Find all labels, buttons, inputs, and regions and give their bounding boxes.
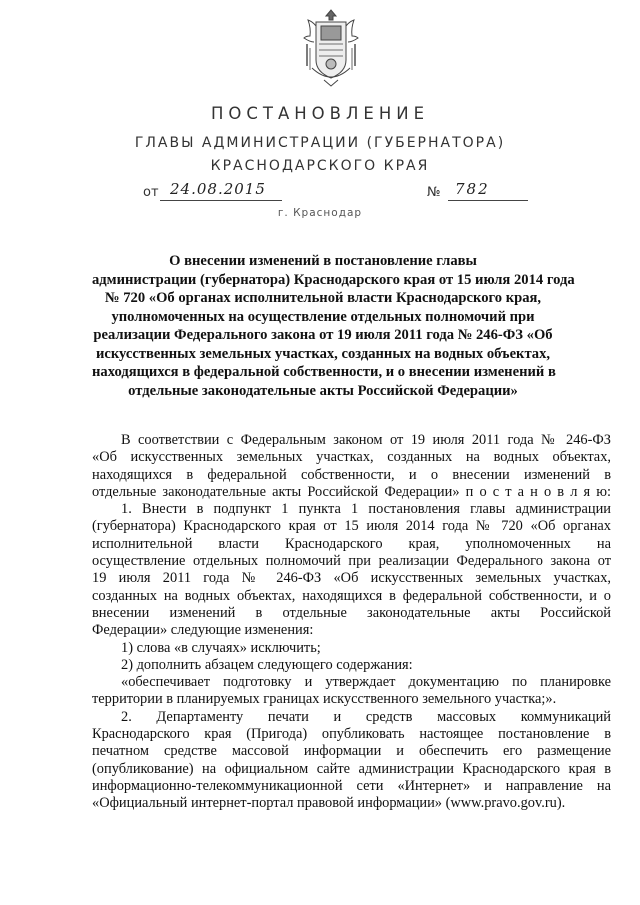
clause-2-line: Краснодарского края (Пригода) опубликовать настоящее постановление в (92, 726, 611, 743)
preamble-line: отдельные законодательные акты Российской Федерации» п о с т а н о в л я ю: (92, 483, 611, 500)
quoted-amendment-line: «обеспечивает подготовку и утверждает документацию по планировке (121, 674, 611, 691)
subclause-1-line: 1) слова «в случаях» исключить; (121, 639, 321, 656)
title-line: № 720 «Об органах исполнительной власти Краснодарского края, (104, 290, 542, 306)
title-line: искусственных земельных участках, созданных на водных объектах, (95, 345, 551, 362)
clause-1-line: Федерации» следующие изменения: (92, 622, 314, 639)
clause-2-line: «Официальный интернет-портал правовой информации» (www.pravo.gov.ru). (92, 795, 566, 812)
title-line: реализации Федерального закона от 19 июля 2011 года № 246-ФЗ «Об (93, 327, 553, 343)
date-label: от (143, 185, 159, 200)
resolution-body (92, 432, 611, 813)
clause-1-line: 19 июля 2011 года № 246-ФЗ «Об искусственных земельных участках, (92, 570, 611, 587)
preamble-line: В соответствии с Федеральным законом от 19 июля 2011 года № 246-ФЗ (121, 432, 611, 448)
subclause-2-line: 2) дополнить абзацем следующего содержания: (121, 656, 413, 673)
title-line: отдельные законодательные акты Российской Федерации» (128, 382, 518, 399)
city-line: г. Краснодар (277, 207, 363, 219)
preamble-line: находящихся в федеральной собственности, и о внесении изменений в (92, 466, 611, 483)
title-line: уполномоченных на осуществление отдельных полномочий при (111, 308, 535, 325)
preamble-line: «Об искусственных земельных участках, созданных на водных объектах, (92, 449, 611, 466)
clause-1-line: (губернатора) Краснодарского края от 15 июля 2014 года № 720 «Об органах (92, 518, 611, 535)
clause-1-line: внесении изменений в отдельные законодательные акты Российской (92, 604, 611, 621)
document-type-heading: ПОСТАНОВЛЕНИЕ (210, 104, 429, 123)
title-line: находящихся в федеральной собственности, и о внесении изменений в (92, 364, 556, 380)
title-line: администрации (губернатора) Краснодарского края от 15 июля 2014 года (92, 271, 575, 288)
clause-1-line: созданных на водных объектах, находящихся в федеральной собственности, и о (92, 587, 611, 604)
coat-of-arms-emblem (302, 8, 360, 88)
handwritten-date: 24.08.2015 (170, 180, 266, 198)
clause-2-line: 2. Департаменту печати и средств массовых коммуникаций (121, 708, 611, 725)
number-label: № (427, 185, 441, 200)
clause-1-line: осуществление отдельных полномочий при реализации Федерального закона от (92, 553, 611, 570)
clause-2-line: информационно-телекоммуникационной сети «Интернет» и направление на (92, 777, 611, 794)
clause-1-line: 1. Внести в подпункт 1 пункта 1 постановления главы администрации (121, 501, 611, 518)
resolution-title (92, 252, 575, 400)
quoted-amendment-line: территории в планируемых границах искусственного земельного участка;». (92, 691, 557, 708)
clause-2-line: (опубликование) на официальном сайте администрации Краснодарского края в (92, 760, 611, 777)
handwritten-number: 782 (455, 180, 490, 198)
region-heading: КРАСНОДАРСКОГО КРАЯ (210, 158, 430, 174)
issuer-heading: ГЛАВЫ АДМИНИСТРАЦИИ (ГУБЕРНАТОРА) (134, 135, 506, 151)
clause-1-line: исполнительной власти Краснодарского края, уполномоченных на (92, 535, 611, 552)
clause-2-line: печатном средстве массовой информации и обеспечить его размещение (92, 743, 611, 760)
date-number-line (0, 182, 640, 210)
title-line: О внесении изменений в постановление главы (169, 253, 477, 269)
